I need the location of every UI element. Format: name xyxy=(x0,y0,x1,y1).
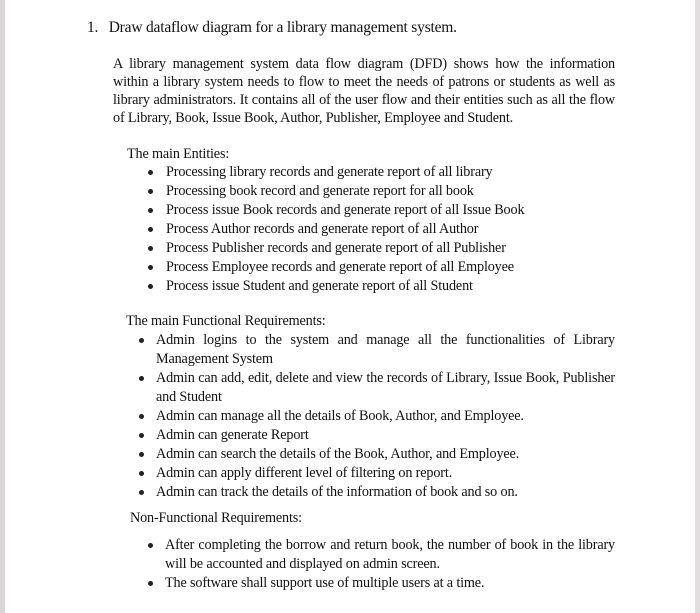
non-functional-requirements-list xyxy=(148,536,615,593)
bullet-icon xyxy=(139,376,144,381)
question-heading xyxy=(87,19,457,37)
bullet-icon xyxy=(139,338,144,343)
list-item: Process issue Student and generate report of all Student xyxy=(148,277,568,296)
list-item: Process issue Book records and generate report of all Issue Book xyxy=(148,201,568,220)
list-item: Admin can apply different level of filtering on report. xyxy=(139,464,615,483)
list-item: Process Author records and generate report of all Author xyxy=(148,220,568,239)
list-item: After completing the borrow and return book, the number of book in the library will be accounted and displayed on admin screen. xyxy=(148,536,615,574)
list-item: Admin can add, edit, delete and view the records of Library, Issue Book, Publisher and Student xyxy=(139,369,615,407)
entities-list xyxy=(148,163,568,296)
list-item: Admin can generate Report xyxy=(139,426,615,445)
list-item: Admin can manage all the details of Book, Author, and Employee. xyxy=(139,407,615,426)
functional-requirements-title: The main Functional Requirements: xyxy=(126,313,326,329)
bullet-icon xyxy=(148,284,153,289)
bullet-icon xyxy=(139,490,144,495)
list-item: Admin can track the details of the information of book and so on. xyxy=(139,483,615,502)
list-item: Admin logins to the system and manage all the functionalities of Library Management System xyxy=(139,331,615,369)
functional-requirements-list xyxy=(139,331,615,502)
bullet-icon xyxy=(148,246,153,251)
list-item: Admin can search the details of the Book, Author, and Employee. xyxy=(139,445,615,464)
bullet-icon xyxy=(139,414,144,419)
bullet-icon xyxy=(148,227,153,232)
list-item: Process Employee records and generate report of all Employee xyxy=(148,258,568,277)
intro-paragraph: A library management system data flow diagram (DFD) shows how the information within a library system needs to flow to meet the needs of patrons or students as well as library administrators. It contains all of the user flow and their entities such as all the flow of Library, Book, Issue Book, Author, Publisher, Employee and Student. xyxy=(113,56,615,126)
question-title: Draw dataflow diagram for a library management system. xyxy=(108,19,457,36)
bullet-icon xyxy=(139,471,144,476)
bullet-icon xyxy=(148,170,153,175)
list-item: The software shall support use of multiple users at a time. xyxy=(148,574,615,593)
bullet-icon xyxy=(148,581,153,586)
bullet-icon xyxy=(148,543,153,548)
list-item: Processing book record and generate report for all book xyxy=(148,182,568,201)
question-number: 1. xyxy=(87,19,99,36)
entities-title: The main Entities: xyxy=(127,146,230,162)
list-item: Process Publisher records and generate report of all Publisher xyxy=(148,239,568,258)
bullet-icon xyxy=(139,452,144,457)
bullet-icon xyxy=(148,265,153,270)
non-functional-requirements-title: Non-Functional Requirements: xyxy=(130,510,302,526)
bullet-icon xyxy=(148,208,153,213)
bullet-icon xyxy=(148,189,153,194)
list-item: Processing library records and generate report of all library xyxy=(148,163,568,182)
bullet-icon xyxy=(139,433,144,438)
